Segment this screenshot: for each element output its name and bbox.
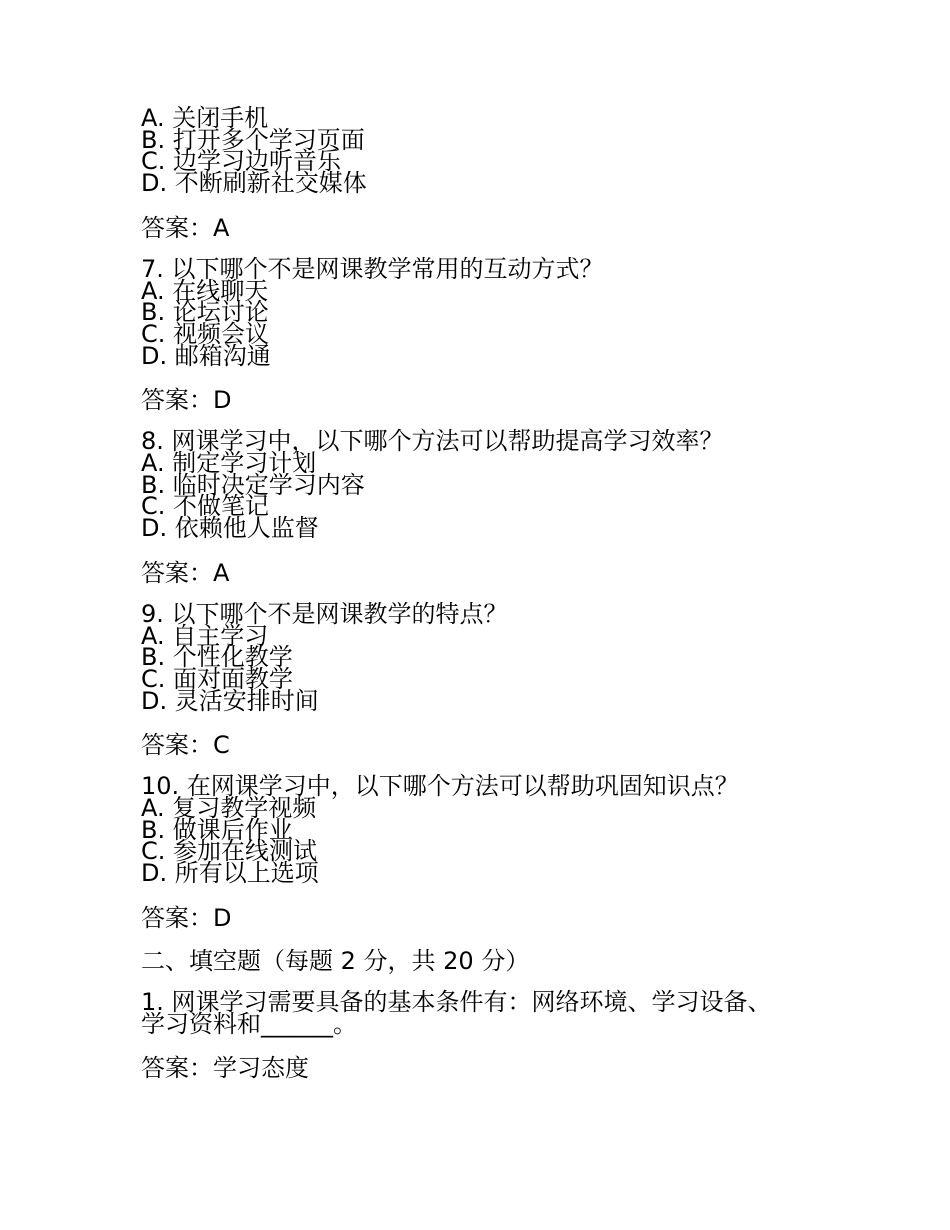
question-text-line-1: 1. 网课学习需要具备的基本条件有：网络环境、学习设备、 — [141, 987, 772, 1016]
option-c: C. 不做笔记 — [141, 492, 270, 521]
answer-6: 答案：A — [141, 213, 230, 242]
option-a: A. 制定学习计划 — [141, 449, 317, 478]
answer-7: 答案：D — [141, 386, 232, 415]
option-d: D. 依赖他人监督 — [141, 514, 319, 543]
question-7 — [141, 254, 821, 415]
option-b: B. 论坛讨论 — [141, 298, 269, 327]
question-10 — [141, 772, 821, 932]
option-a: A. 复习教学视频 — [141, 794, 317, 823]
document-content — [141, 104, 821, 1099]
question-text-line-2: 学习资料和______。 — [141, 1009, 357, 1038]
question-text: 8. 网课学习中，以下哪个方法可以帮助提高学习效率？ — [141, 427, 724, 456]
option-a: A. 自主学习 — [141, 621, 269, 650]
option-a: A. 在线聊天 — [141, 276, 269, 305]
option-d: D. 灵活安排时间 — [141, 686, 319, 715]
option-b: B. 个性化教学 — [141, 643, 293, 672]
question-6 — [141, 104, 821, 242]
section-title-fill-in: 二、填空题（每题 2 分，共 20 分） — [141, 946, 530, 975]
option-c: C. 视频会议 — [141, 319, 270, 348]
answer-9: 答案：C — [141, 731, 230, 760]
fill-question-1 — [141, 987, 821, 1083]
answer-fill-1: 答案：学习态度 — [141, 1054, 309, 1083]
option-c: C. 参加在线测试 — [141, 837, 318, 866]
option-d: D. 不断刷新社交媒体 — [141, 169, 367, 198]
answer-10: 答案：D — [141, 903, 232, 932]
question-9 — [141, 599, 821, 760]
option-a: A. 关闭手机 — [141, 104, 269, 132]
option-c: C. 边学习边听音乐 — [141, 147, 342, 176]
option-b: B. 打开多个学习页面 — [141, 125, 365, 154]
option-d: D. 邮箱沟通 — [141, 341, 271, 370]
question-text: 10. 在网课学习中，以下哪个方法可以帮助巩固知识点？ — [141, 772, 739, 801]
option-b: B. 做课后作业 — [141, 815, 293, 844]
question-8 — [141, 427, 821, 587]
option-c: C. 面对面教学 — [141, 664, 294, 693]
option-d: D. 所有以上选项 — [141, 859, 319, 888]
question-text: 7. 以下哪个不是网课教学常用的互动方式？ — [141, 254, 604, 283]
answer-8: 答案：A — [141, 558, 230, 587]
option-b: B. 临时决定学习内容 — [141, 470, 365, 499]
question-text: 9. 以下哪个不是网课教学的特点？ — [141, 599, 508, 628]
